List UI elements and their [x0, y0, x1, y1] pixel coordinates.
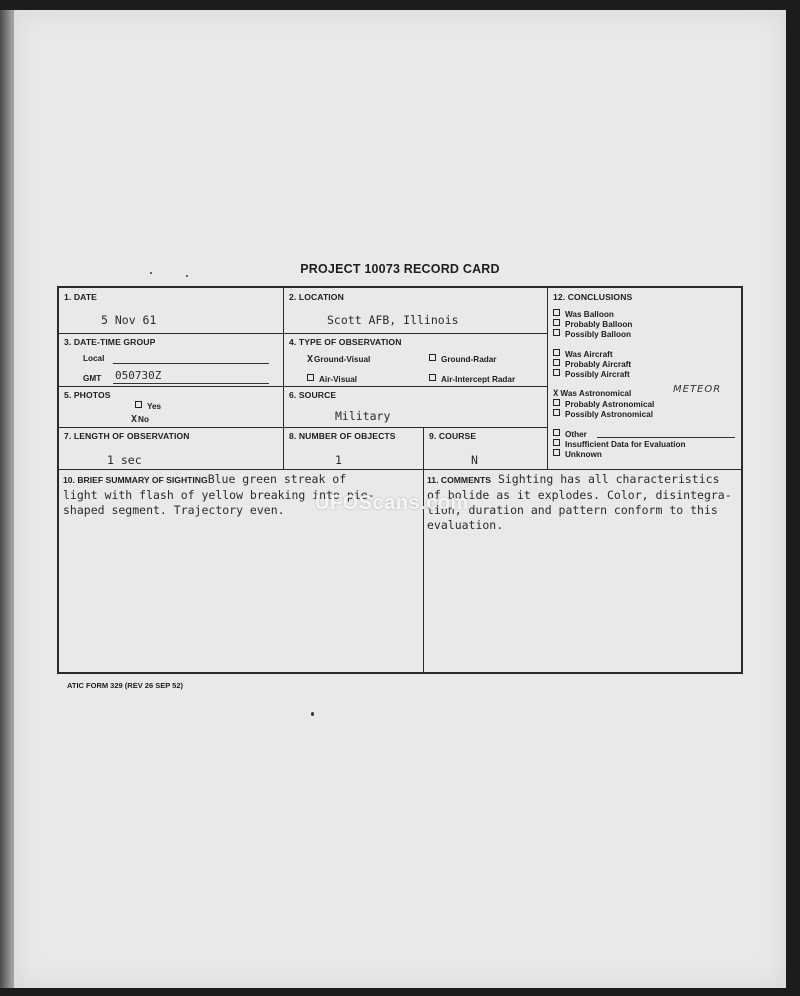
summary-line-3: shaped segment. Trajectory even. — [63, 503, 285, 517]
date-label: 1. DATE — [64, 292, 98, 302]
gmt-label: GMT — [83, 374, 102, 383]
conclusion-probably-aircraft: Probably Aircraft — [553, 359, 631, 369]
checkbox-icon — [135, 401, 142, 408]
divider-col1 — [283, 286, 284, 469]
conclusion-was-balloon: Was Balloon — [553, 309, 614, 319]
border-left — [57, 286, 59, 674]
photos-no-check: X — [131, 414, 138, 425]
watermark: UFOScans.com — [315, 492, 469, 514]
local-label: Local — [83, 354, 105, 363]
air-visual-option: Air-Visual — [307, 374, 357, 384]
ground-visual-check: X — [307, 354, 314, 365]
border-bottom — [57, 672, 743, 674]
other-line — [597, 437, 735, 438]
location-value: Scott AFB, Illinois — [327, 313, 459, 327]
source-value: Military — [335, 409, 391, 423]
checkbox-icon — [553, 449, 560, 456]
datetime-label: 3. DATE-TIME GROUP — [64, 337, 156, 347]
scan-speck — [150, 272, 152, 274]
border-right — [741, 286, 743, 674]
checkbox-icon — [553, 359, 560, 366]
checkbox-icon — [553, 429, 560, 436]
conclusion-other: Other — [553, 429, 587, 439]
form-id: ATIC FORM 329 (REV 26 SEP 52) — [67, 681, 184, 690]
checkbox-icon — [553, 399, 560, 406]
comments-line-4: evaluation. — [427, 518, 504, 532]
conclusion-was-aircraft: Was Aircraft — [553, 349, 613, 359]
summary-line-1: Blue green streak of — [207, 472, 347, 486]
checkbox-icon — [553, 309, 560, 316]
source-label: 6. SOURCE — [289, 390, 337, 400]
checkbox-icon — [553, 369, 560, 376]
divider-row4 — [57, 469, 743, 470]
checkbox-icon — [553, 319, 560, 326]
length-value: 1 sec — [107, 453, 142, 467]
divider-col3 — [423, 427, 424, 672]
checkbox-icon — [429, 374, 436, 381]
photos-no-option: XNo — [131, 414, 149, 425]
ground-visual-option: XGround-Visual — [307, 354, 371, 365]
location-label: 2. LOCATION — [289, 292, 344, 302]
conclusion-probably-astronomical: Probably Astronomical — [553, 399, 654, 409]
comments-line-2: of bolide as it explodes. Color, disintegra- — [427, 488, 732, 502]
conclusion-possibly-astronomical: Possibly Astronomical — [553, 409, 653, 419]
astronomical-check: X — [553, 389, 559, 399]
gmt-line — [113, 383, 269, 384]
checkbox-icon — [553, 409, 560, 416]
comments-line-3: tion, duration and pattern conform to this — [427, 503, 718, 517]
length-label: 7. LENGTH OF OBSERVATION — [64, 431, 190, 441]
scan-speck — [186, 275, 188, 277]
number-value: 1 — [335, 453, 342, 467]
divider-row1 — [57, 333, 547, 334]
checkbox-icon — [553, 439, 560, 446]
checkbox-icon — [553, 329, 560, 336]
photos-yes-option: Yes — [135, 401, 161, 411]
conclusion-probably-balloon: Probably Balloon — [553, 319, 632, 329]
checkbox-icon — [307, 374, 314, 381]
local-line — [113, 363, 269, 364]
number-label: 8. NUMBER OF OBJECTS — [289, 431, 396, 441]
record-card — [57, 286, 743, 674]
summary-line-2: light with flash of yellow breaking into pie- — [63, 488, 375, 502]
handwritten-meteor: METEOR — [673, 384, 722, 395]
comments-line-1: Sighting has all characteristics — [497, 472, 720, 486]
checkbox-icon — [429, 354, 436, 361]
observation-type-label: 4. TYPE OF OBSERVATION — [289, 337, 402, 347]
photos-label: 5. PHOTOS — [64, 390, 111, 400]
conclusions-label: 12. CONCLUSIONS — [553, 292, 633, 302]
conclusion-unknown: Unknown — [553, 449, 602, 459]
comments-block — [427, 472, 732, 533]
divider-row3 — [57, 427, 547, 428]
scan-speck — [311, 712, 314, 716]
date-value: 5 Nov 61 — [101, 313, 157, 327]
ground-radar-option: Ground-Radar — [429, 354, 497, 364]
conclusion-was-astronomical: X Was Astronomical — [553, 389, 632, 399]
comments-label: 11. COMMENTS — [427, 475, 491, 485]
border-top — [57, 286, 743, 288]
course-label: 9. COURSE — [429, 431, 477, 441]
air-intercept-radar-option: Air-Intercept Radar — [429, 374, 515, 384]
summary-label: 10. BRIEF SUMMARY OF SIGHTING — [63, 475, 208, 485]
divider-row2 — [57, 386, 547, 387]
conclusion-possibly-balloon: Possibly Balloon — [553, 329, 631, 339]
gmt-value: 050730Z — [115, 369, 162, 382]
divider-col2 — [547, 286, 548, 469]
course-value: N — [471, 453, 478, 467]
conclusion-possibly-aircraft: Possibly Aircraft — [553, 369, 630, 379]
conclusion-insufficient-data: Insufficient Data for Evaluation — [553, 439, 686, 449]
card-title: PROJECT 10073 RECORD CARD — [300, 262, 500, 276]
checkbox-icon — [553, 349, 560, 356]
